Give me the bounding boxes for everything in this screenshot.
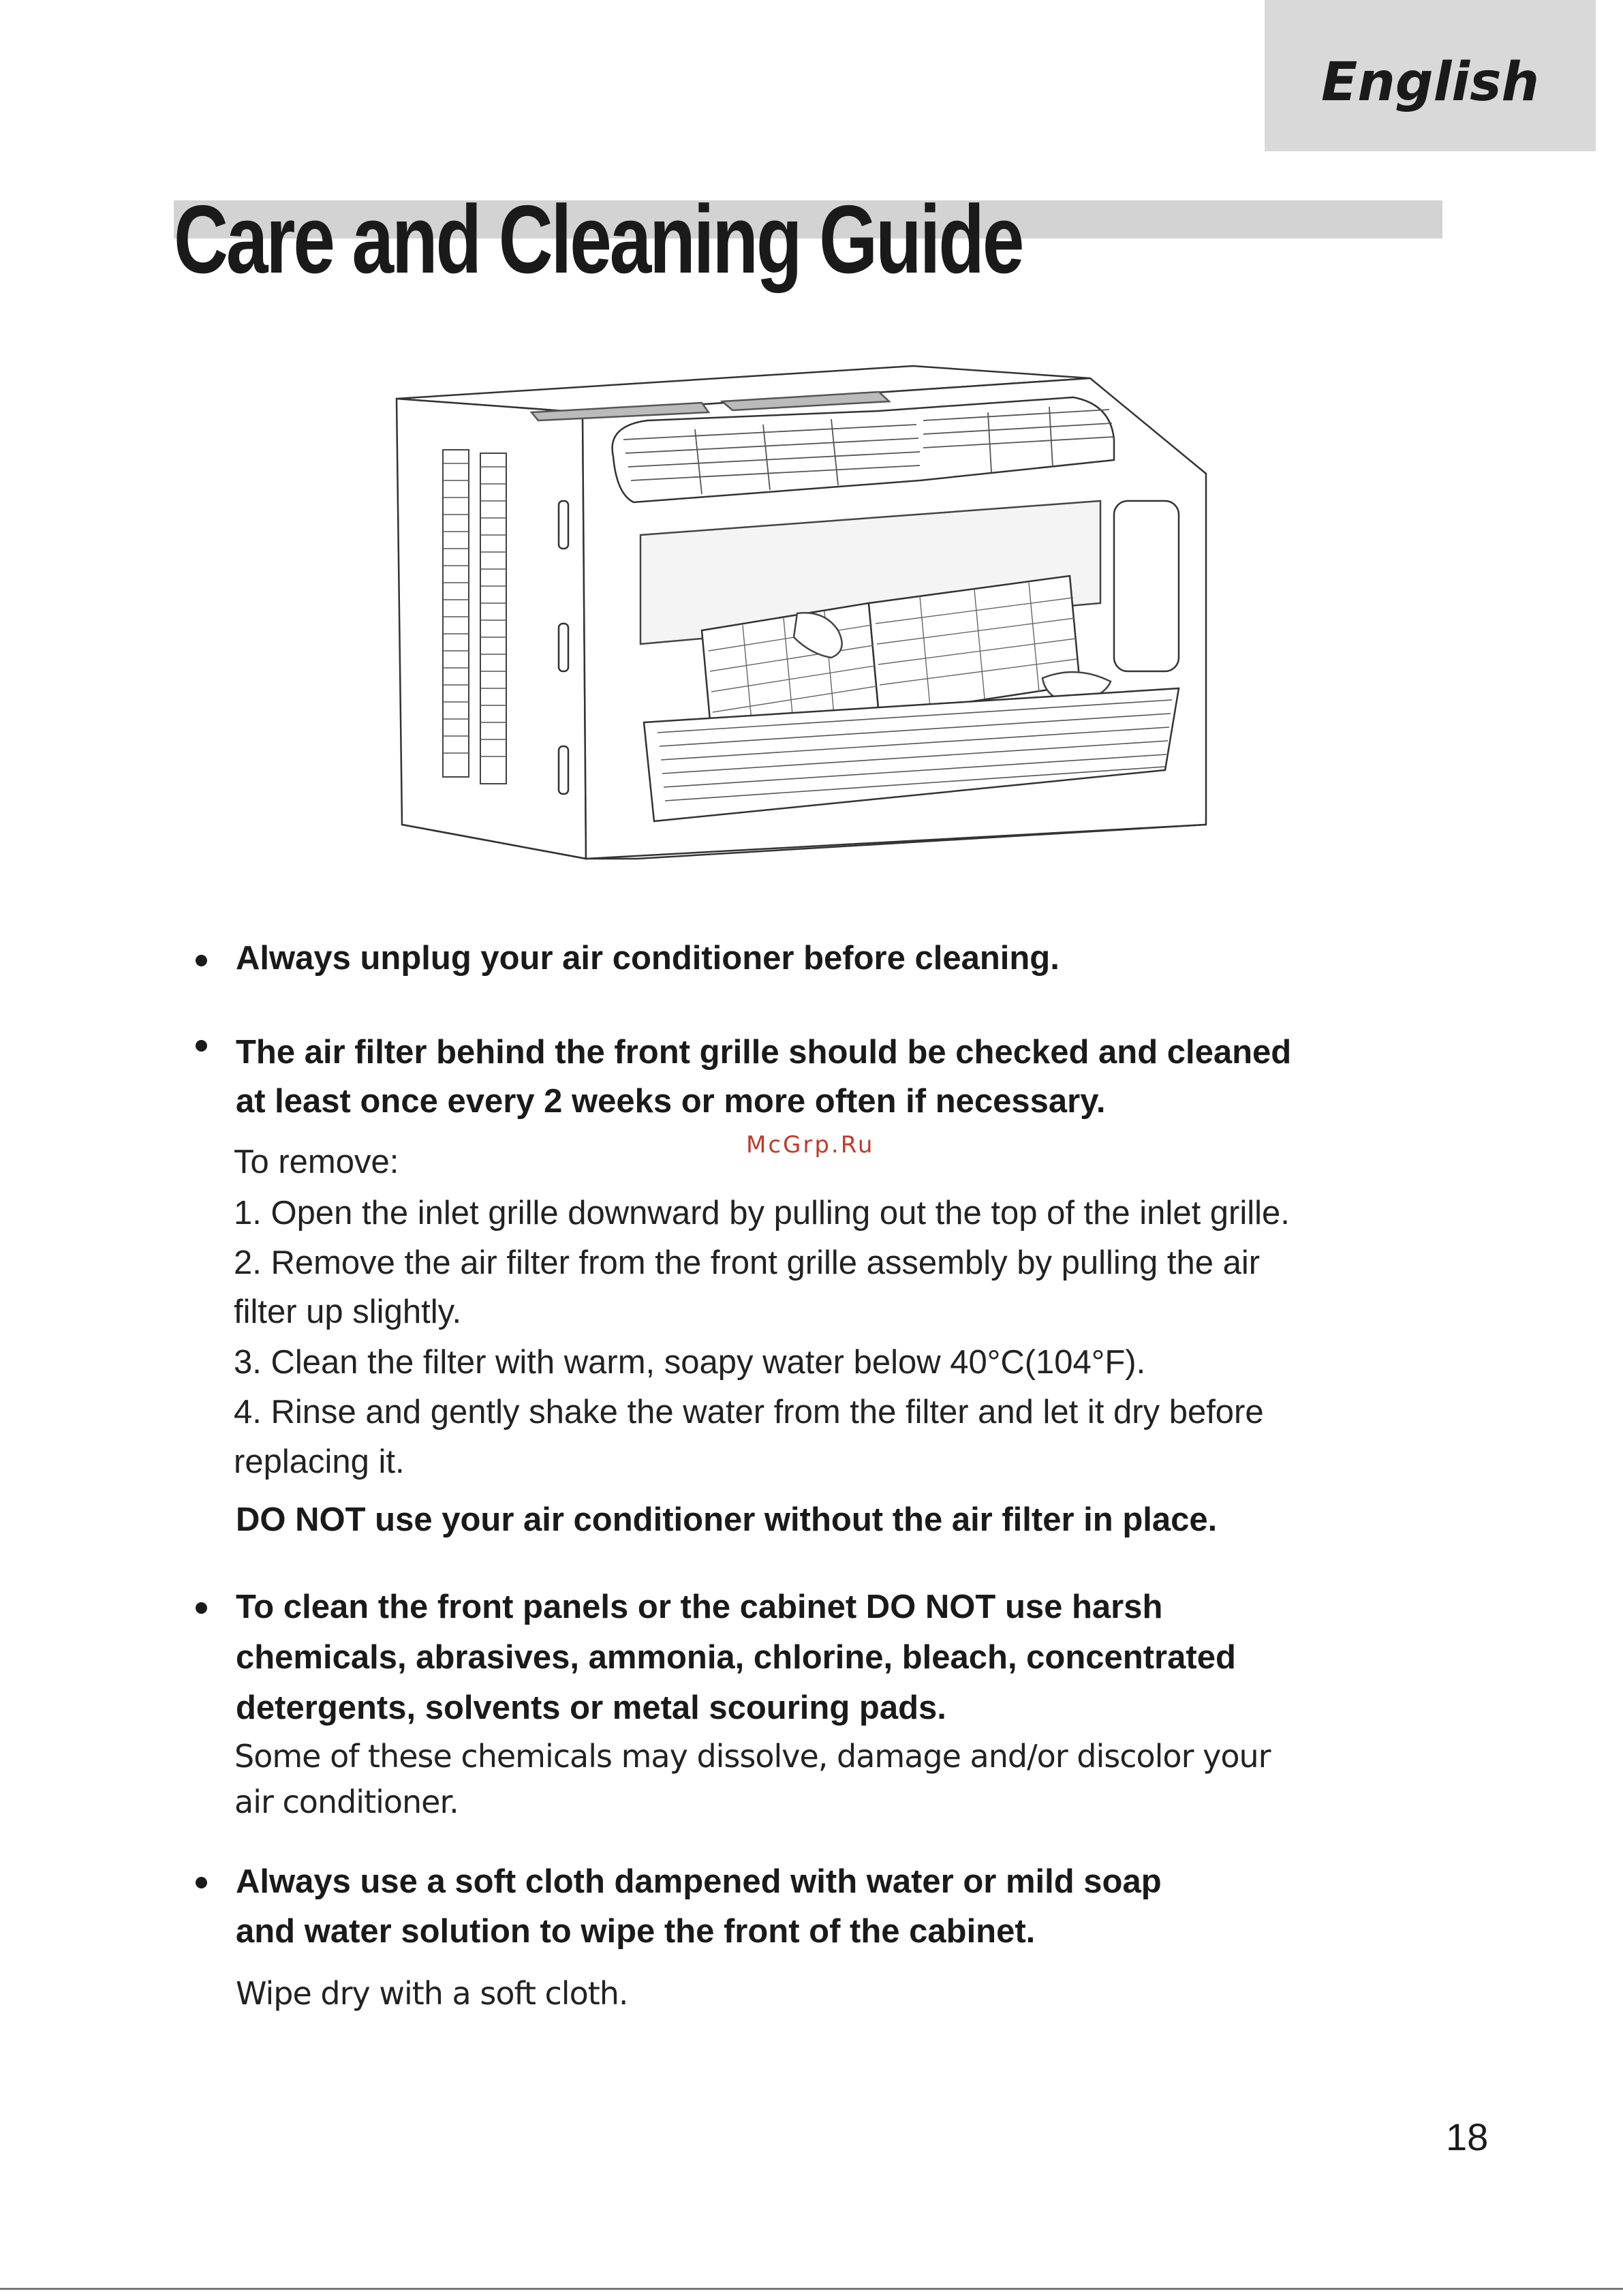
bullet-icon	[196, 955, 207, 966]
instruction-bold: To clean the front panels or the cabinet DO NOT use harsh	[236, 1589, 1163, 1625]
air-conditioner-illustration	[388, 344, 1226, 862]
instruction-bold: Always use a soft cloth dampened with water or mild soap	[236, 1863, 1162, 1900]
step-text: 1. Open the inlet grille downward by pulling out the top of the inlet grille.	[234, 1195, 1290, 1231]
note-text: Wipe dry with a soft cloth.	[236, 1975, 628, 2012]
instruction-bold: Always unplug your air conditioner before cleaning.	[236, 940, 1060, 977]
language-tab	[1265, 0, 1596, 151]
page-title: Care and Cleaning Guide	[174, 185, 1023, 294]
note-text: air conditioner.	[234, 1784, 459, 1820]
watermark: McGrp.Ru	[746, 1131, 875, 1159]
instruction-bold: and water solution to wipe the front of the cabinet.	[236, 1913, 1036, 1950]
step-text: 4. Rinse and gently shake the water from the filter and let it dry before	[234, 1394, 1264, 1430]
instruction-bold: detergents, solvents or metal scouring pads.	[236, 1689, 946, 1726]
step-text: To remove:	[234, 1144, 399, 1180]
instruction-bold: at least once every 2 weeks or more often if necessary.	[236, 1083, 1106, 1120]
step-text: 3. Clean the filter with warm, soapy water below 40°C(104°F).	[234, 1344, 1146, 1381]
bottom-rule	[0, 2288, 1623, 2290]
instruction-bold: The air filter behind the front grille should be checked and cleaned	[236, 1034, 1292, 1071]
bullet-icon	[196, 1877, 207, 1888]
bullet-icon	[196, 1602, 207, 1614]
step-text: filter up slightly.	[234, 1294, 462, 1330]
warning-text: DO NOT use your air conditioner without the air filter in place.	[236, 1501, 1218, 1538]
instruction-bold: chemicals, abrasives, ammonia, chlorine, bleach, concentrated	[236, 1639, 1236, 1676]
note-text: Some of these chemicals may dissolve, damage and/or discolor your	[234, 1738, 1271, 1775]
bullet-icon	[196, 1040, 207, 1052]
page-number: 18	[1446, 2115, 1489, 2158]
step-text: replacing it.	[234, 1443, 405, 1480]
language-label: English	[1320, 52, 1540, 113]
step-text: 2. Remove the air filter from the front grille assembly by pulling the air	[234, 1244, 1261, 1281]
